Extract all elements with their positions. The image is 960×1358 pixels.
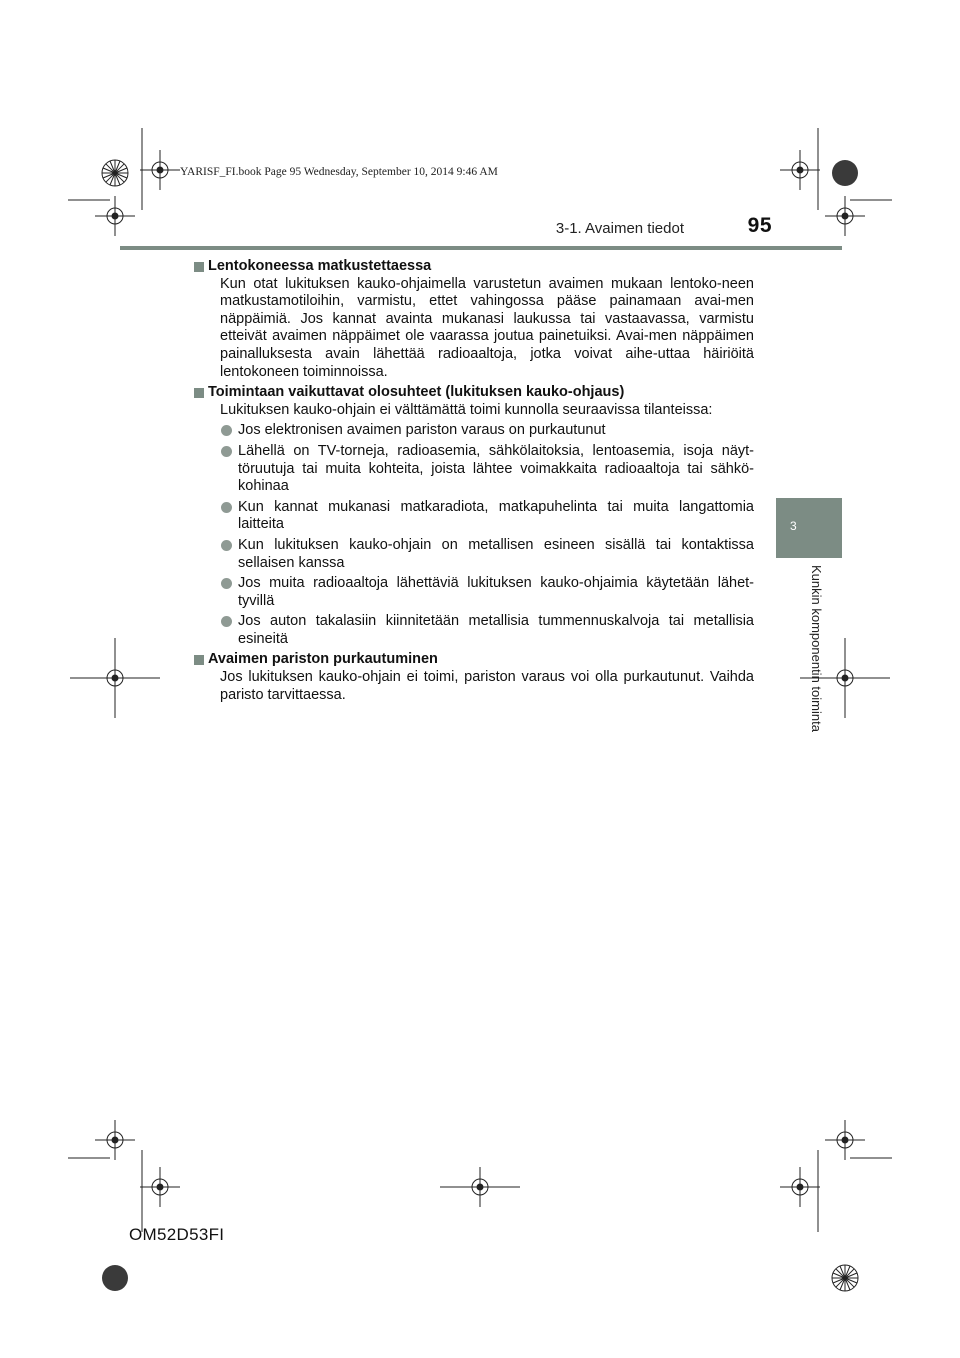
sunburst-icon [831, 1264, 859, 1292]
page-number: 95 [747, 214, 772, 237]
circle-bullet-icon [221, 502, 232, 513]
section-heading [208, 258, 754, 276]
section-heading-text: Lentokoneessa matkustettaessa [208, 258, 432, 274]
chapter-number: 3 [790, 519, 797, 533]
section-heading [208, 651, 754, 669]
list-item [238, 443, 754, 496]
paragraph: Kun otat lukituksen kauko-ohjaimella varustetun avaimen mukaan lentoko-neen matkustamotiloihin, varmistu, ettet vahingossa pääse painamaan avai-men näppäimiä. Jos kannat avainta mukanasi laukussa tai vastaavassa, varmistu etteivät avaimen näppäimet ole vaarassa joutua painetuiksi. Avai-men näppäimen painalluksesta avain lähettää radioaaltoja, jotka voivat aihe-uttaa häiriöitä lentokoneen toiminnoissa. [220, 275, 754, 380]
crosshair-icon [825, 1120, 865, 1160]
section-battery [208, 651, 754, 704]
section-heading-text: Toimintaan vaikuttavat olosuhteet (lukituksen kauko-ohjaus) [208, 384, 625, 401]
crosshair-icon [70, 638, 160, 718]
list-item [238, 613, 754, 648]
section-conditions [208, 384, 754, 648]
list-item-text: Kun kannat mukanasi matkaradiota, matkapuhelinta tai muita langattomia laitteita [238, 498, 754, 533]
circle-bullet-icon [221, 616, 232, 627]
list-item-text: Jos elektronisen avaimen pariston varaus on purkautunut [238, 422, 606, 439]
page-body [208, 255, 754, 704]
paragraph: Lukituksen kauko-ohjain ei välttämättä toimi kunnolla seuraavissa tilanteissa: [220, 401, 713, 418]
section-heading [208, 384, 754, 402]
solid-registration-icon [831, 159, 859, 187]
list-item-text: Lähellä on TV-torneja, radioasemia, sähkölaitoksia, lentoasemia, isoja näyt-töruutuja tai muita kohteita, joista lähtee voimakkaita radioaaltoja tai sähkö-kohinaa [238, 442, 754, 495]
crosshair-icon [460, 1167, 500, 1207]
list-item [238, 575, 754, 610]
square-bullet-icon [194, 262, 204, 272]
square-bullet-icon [194, 388, 204, 398]
section-heading-text: Avaimen pariston purkautuminen [208, 651, 438, 668]
circle-bullet-icon [221, 425, 232, 436]
paragraph: Jos lukituksen kauko-ohjain ei toimi, pariston varaus voi olla purkautunut. Vaihda paristo tarvittaessa. [220, 669, 754, 703]
chapter-title: Kunkin komponentin toiminta [809, 565, 824, 732]
list-item [238, 537, 754, 572]
sunburst-icon [101, 159, 129, 187]
list-item [238, 499, 754, 534]
square-bullet-icon [194, 655, 204, 665]
list-item-text: Jos auton takalasiin kiinnitetään metallisia tummennuskalvoja tai metallisia esineitä [238, 613, 754, 647]
section-airplane [208, 258, 754, 381]
crosshair-icon [95, 196, 135, 236]
header-rule [120, 246, 842, 250]
crosshair-icon [780, 150, 820, 190]
chapter-tab [776, 498, 842, 558]
document-id: OM52D53FI [129, 1225, 225, 1244]
solid-registration-icon [101, 1264, 129, 1292]
list-item-text: Jos muita radioaaltoja lähettäviä lukituksen kauko-ohjaimia käytetään lähet-tyvillä [238, 575, 754, 609]
crosshair-icon [95, 1120, 135, 1160]
list-item-text: Kun lukituksen kauko-ohjain on metallisen esineen sisällä tai kontaktissa sellaisen kanssa [238, 536, 754, 571]
crosshair-icon [140, 150, 180, 190]
crosshair-icon [140, 1167, 180, 1207]
section-title: 3-1. Avaimen tiedot [555, 220, 684, 237]
list-item [238, 422, 754, 440]
book-file-stamp: YARISF_FI.book Page 95 Wednesday, September 10, 2014 9:46 AM [180, 166, 498, 178]
crosshair-icon [780, 1167, 820, 1207]
circle-bullet-icon [221, 578, 232, 589]
crosshair-icon [825, 196, 865, 236]
circle-bullet-icon [221, 446, 232, 457]
circle-bullet-icon [221, 540, 232, 551]
